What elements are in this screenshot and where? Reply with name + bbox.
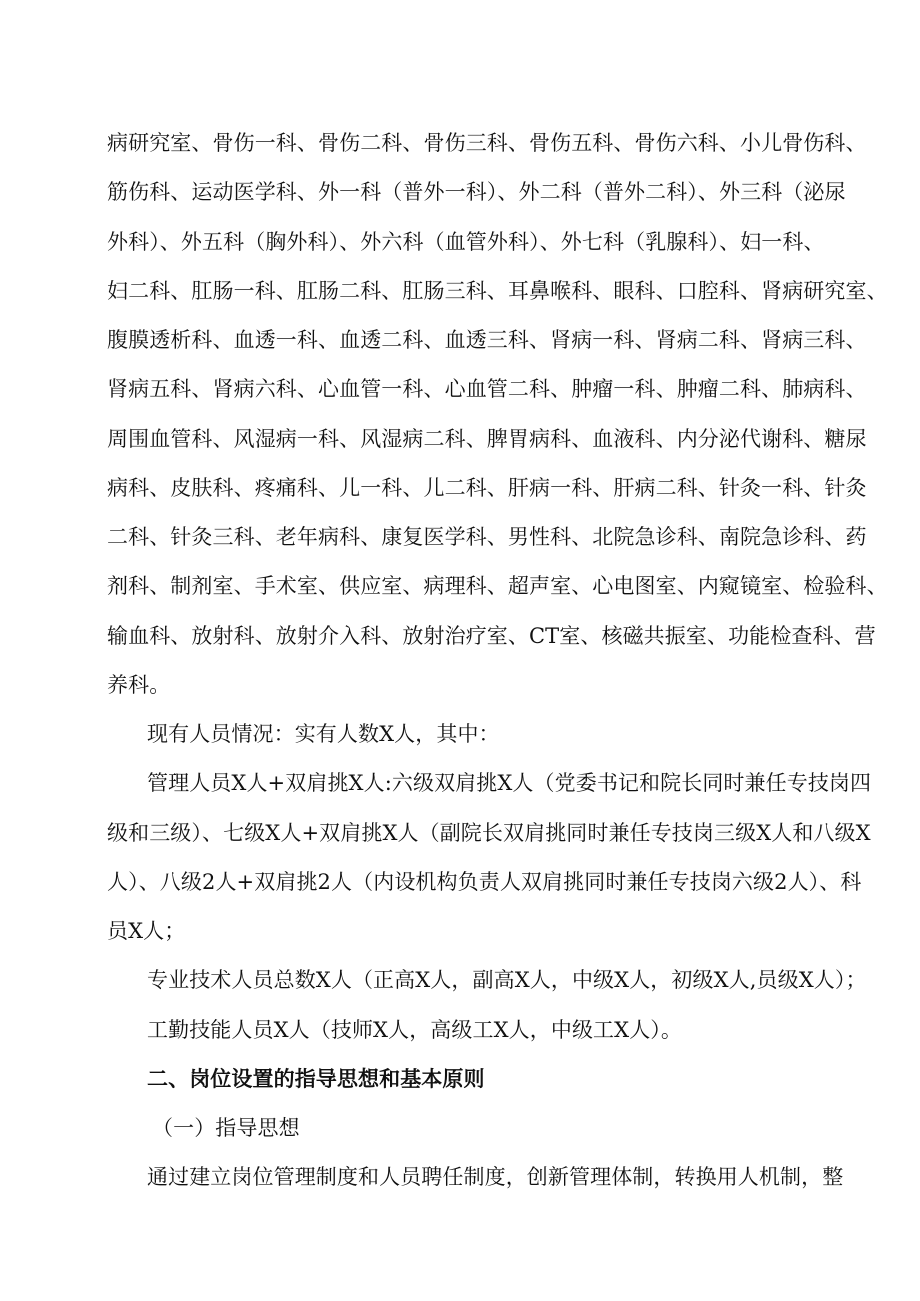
section-heading: 二、岗位设置的指导思想和基本原则: [147, 1066, 485, 1091]
departments-line-4: 妇二科、肛肠一科、肛肠二科、肛肠三科、耳鼻喉科、眼科、口腔科、肾病研究室、: [107, 279, 888, 303]
departments-line-5: 腹膜透析科、血透一科、血透二科、血透三科、肾病一科、肾病二科、肾病三科、: [107, 328, 867, 352]
departments-line-1: 病研究室、骨伤一科、骨伤二科、骨伤三科、骨伤五科、骨伤六科、小儿骨伤科、: [107, 131, 867, 155]
professional-staff-line: 专业技术人员总数X人（正高X人，副高X人，中级X人，初级X人,员级X人）；: [147, 968, 867, 992]
departments-line-8: 病科、皮肤科、疼痛科、儿一科、儿二科、肝病一科、肝病二科、针灸一科、针灸: [107, 476, 867, 500]
departments-line-12: 养科。: [107, 673, 171, 697]
staff-intro: 现有人员情况：实有人数X人，其中：: [147, 722, 500, 746]
subsection-heading: （一）指导思想: [152, 1116, 300, 1140]
management-line-3: 人）、八级2人+双肩挑2人（内设机构负责人双肩挑同时兼任专技岗六级2人）、科: [107, 870, 862, 894]
management-line-4: 员X人；: [107, 919, 186, 943]
guiding-thought-line: 通过建立岗位管理制度和人员聘任制度，创新管理体制，转换用人机制，整: [147, 1165, 844, 1189]
worker-staff-line: 工勤技能人员X人（技师X人，高级工X人，中级工X人）。: [147, 1018, 682, 1042]
departments-line-2: 筋伤科、运动医学科、外一科（普外一科）、外二科（普外二科）、外三科（泌尿: [107, 180, 846, 204]
departments-line-10: 剂科、制剂室、手术室、供应室、病理科、超声室、心电图室、内窥镜室、检验科、: [107, 574, 888, 598]
management-line-1: 管理人员X人+双肩挑X人:六级双肩挑X人（党委书记和院长同时兼任专技岗四: [147, 771, 872, 795]
departments-line-6: 肾病五科、肾病六科、心血管一科、心血管二科、肿瘤一科、肿瘤二科、肺病科、: [107, 377, 867, 401]
departments-line-7: 周围血管科、风湿病一科、风湿病二科、脾胃病科、血液科、内分泌代谢科、糖尿: [107, 427, 867, 451]
departments-line-3: 外科）、外五科（胸外科）、外六科（血管外科）、外七科（乳腺科）、妇一科、: [107, 230, 825, 254]
management-line-2: 级和三级）、七级X人+双肩挑X人（副院长双肩挑同时兼任专技岗三级X人和八级X: [107, 821, 871, 845]
departments-line-11: 输血科、放射科、放射介入科、放射治疗室、CT室、核磁共振室、功能检查科、营: [107, 624, 876, 648]
departments-line-9: 二科、针灸三科、老年病科、康复医学科、男性科、北院急诊科、南院急诊科、药: [107, 525, 867, 549]
